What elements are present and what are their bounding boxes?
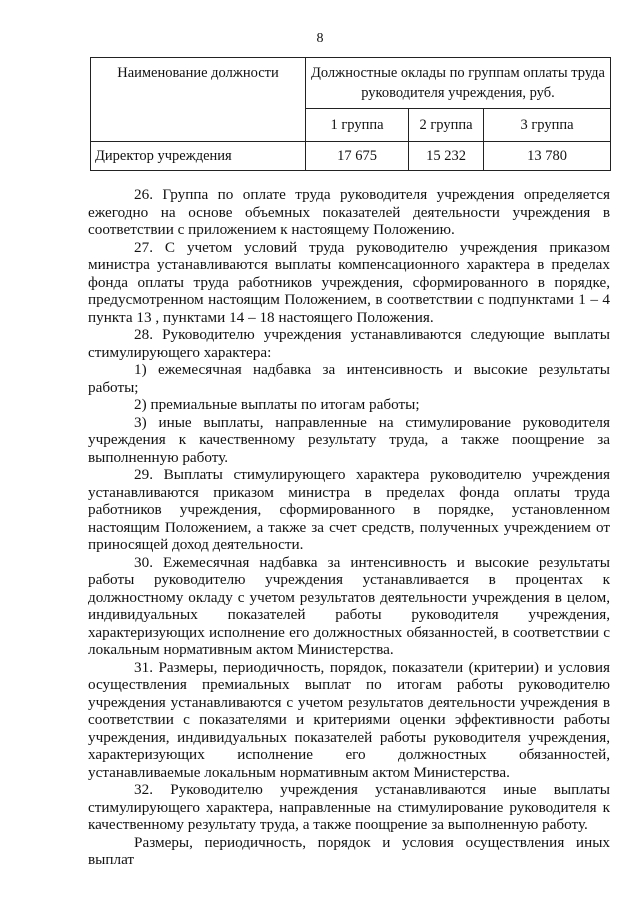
salary-group-2-value: 15 232 [409,142,484,171]
table-row [91,142,611,171]
salary-table [90,57,611,171]
list-item-1: 1) ежемесячная надбавка за интенсивность и высокие результаты работы; [88,361,610,396]
group-1-cell: 1 группа [306,109,409,142]
header-salary-cell: Должностные оклады по группам оплаты труда руководителя учреждения, руб. [306,58,611,109]
page-number: 8 [316,31,324,46]
list-item-3: 3) иные выплаты, направленные на стимулирование руководителя учреждения к качественному результату труда, а также поощрение за выполненную работу. [88,413,610,466]
paragraph-26: 26. Группа по оплате труда руководителя учреждения определяется ежегодно на основе объемных показателей деятельности учреждения в соответствии с приложением к настоящему Положению. [88,186,610,238]
salary-group-3-value: 13 780 [484,142,611,171]
group-2-cell: 2 группа [409,109,484,142]
body-text [88,186,610,869]
group-3-cell: 3 группа [484,109,611,142]
header-position-cell: Наименование должности [91,58,306,142]
list-item-2: 2) премиальные выплаты по итогам работы; [134,396,420,413]
salary-group-1-value: 17 675 [306,142,409,171]
table-header-row [91,58,611,109]
paragraph-27: 27. С учетом условий труда руководителю учреждения приказом министра устанавливаются выплаты компенсационного характера в пределах фонда оплаты труда работников учреждения, сформированного в порядке, предусмотренном настоящим Положением, в соответствии с подпунктами 1 – 4 пункта 13 , пунктами 14 – 18 настоящего Положения. [88,238,610,326]
paragraph-29: 29. Выплаты стимулирующего характера руководителю учреждения устанавливаются приказом министра в пределах фонда оплаты труда работников учреждения, сформированного в порядке, установленном настоящим Положением, а также за счет средств, полученных учреждением от приносящей доход деятельности. [88,466,610,553]
paragraph-32-continuation: Размеры, периодичность, порядок и условия осуществления иных выплат [88,833,610,868]
paragraph-31: 31. Размеры, периодичность, порядок, показатели (критерии) и условия осуществления премиальных выплат по итогам работы руководителю учреждения устанавливаются с учетом результатов деятельности учреждения в соответствии с показателями и критериями оценки эффективности работы учреждения, индивидуальных показателей работы руководителя учреждения, характеризующих исполнение его должностных обязанностей, устанавливаемые локальным нормативным актом Министерства. [88,658,610,781]
paragraph-28: 28. Руководителю учреждения устанавливаются следующие выплаты стимулирующего характера: [88,326,610,361]
paragraph-30: 30. Ежемесячная надбавка за интенсивность и высокие результаты работы руководителю учреждения устанавливается в процентах к должностному окладу с учетом результатов деятельности учреждения в целом, индивидуальных показателей работы руководителя учреждения, характеризующих исполнение его должностных обязанностей, в соответствии с локальным нормативным актом Министерства. [88,553,610,658]
position-cell: Директор учреждения [91,142,306,171]
paragraph-32: 32. Руководителю учреждения устанавливаются иные выплаты стимулирующего характера, направленные на стимулирование руководителя к качественному результату труда, а также поощрение за выполненную работу. [88,781,610,833]
